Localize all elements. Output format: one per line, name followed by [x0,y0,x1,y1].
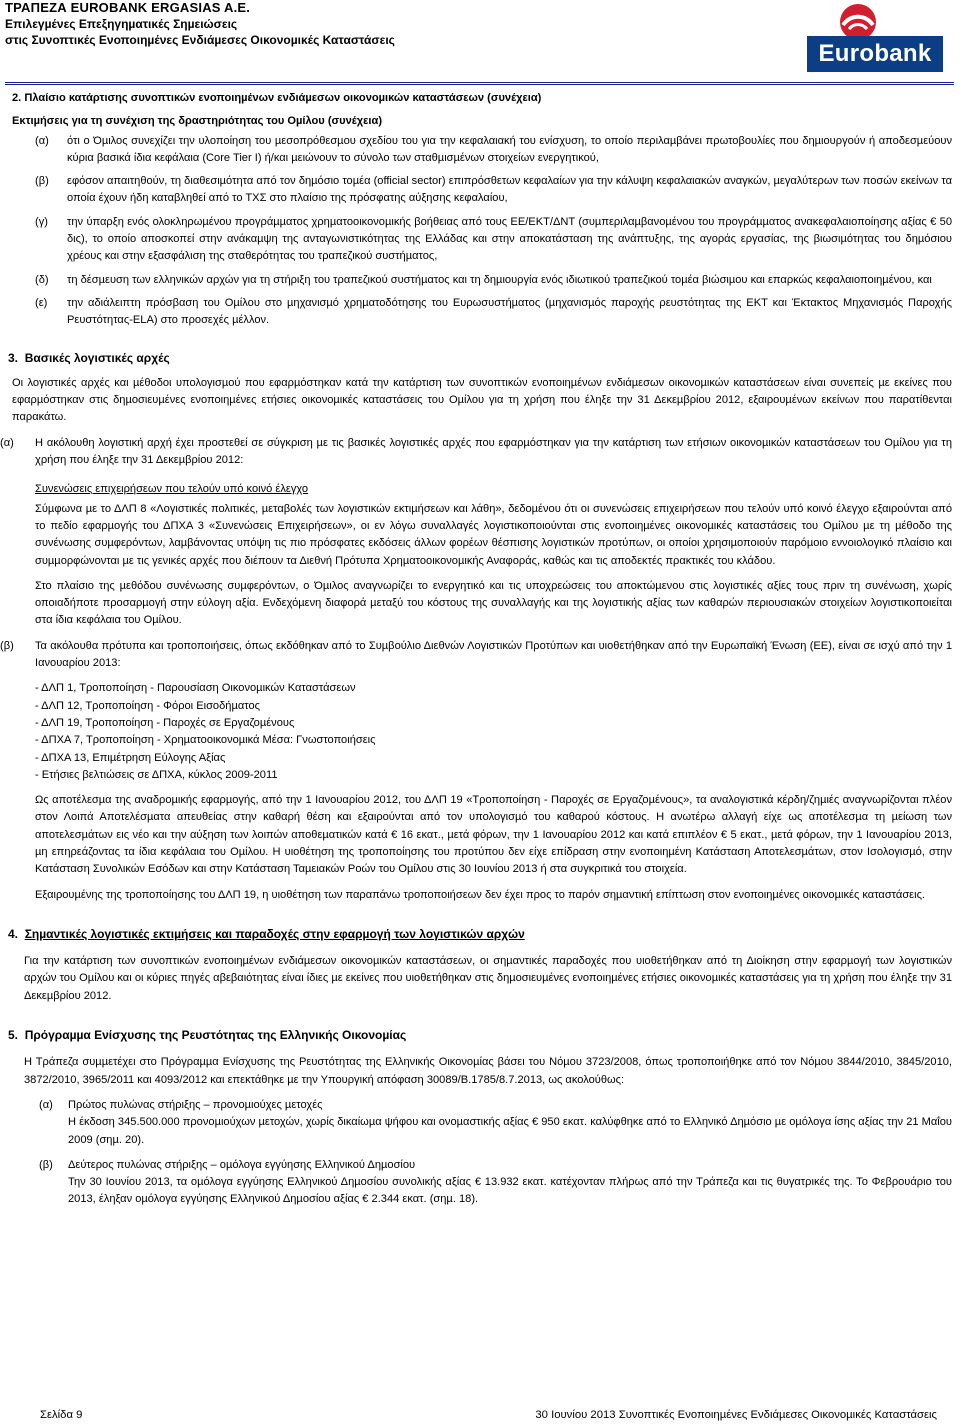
section-3-heading: 3. Βασικές λογιστικές αρχές [8,350,170,365]
list-item: (α) Πρώτος πυλώνας στήριξης – προνοµιούχες µετοχές Η έκδοση 345.500.000 προνοµιούχων µετοχών, χωρίς δικαίωµα ψήφου και ονοµαστικής αξίας € 950 εκατ. καλύφθηκε από το Ελληνικό Δηµόσιο µε οµόλογα ίσης αξίας την 21 Μαΐου 2009 (σηµ. 20). [39,1098,952,1146]
section-5-intro: Η Τράπεζα συµµετέχει στο Πρόγραµµα Ενίσχυσης της Ρευστότητας της Ελληνικής Οικονοµίας βάσει του Νόµου 3723/2008, όπως τροποποιήθηκε από τον Νόµου 3844/2010, 3845/2010, 3872/2010, 3965/2011 και 4093/2012 και επεκτάθηκε µε την Υπουργική απόφαση 30089/Β.1785/8.7.2013, ως ακολούθως: [24,1056,952,1086]
page-header [5,0,625,48]
standard-item: - ΔΛΠ 12, Τροποποίηση - Φόροι Εισοδήµατος [35,699,260,712]
list-item: (γ) την ύπαρξη ενός ολοκληρωµένου προγράµµατος χρηµατοοικονοµικής βοήθειας από τους ΕΕ/ΕΚΤ/ΔΝΤ (συµπεριλαµβανοµένου του προγράµµατος ανακεφαλαιοποίησης αξίας € 50 δις), το οποίο αποσκοπεί στην ανάκαµψη της ανταγωνιστικότητας της Ελλάδας και στην αποκατάσταση της ανάπτυξης, της αγοράς εργασίας, της βιωσιµότητας του δηµόσιου χρέους και στην εξασφάλιση της σταθερότητας του τραπεζικού συστήµατος, [35,215,952,263]
standard-item: - ΔΠΧΑ 13, Επιµέτρηση Εύλογης Αξίας [35,751,226,764]
standard-item: - ΔΛΠ 1, Τροποποίηση - Παρουσίαση Οικονοµικών Καταστάσεων [35,682,356,695]
header-divider [5,82,954,85]
list-item: (δ) τη δέσµευση των ελληνικών αρχών για τη στήριξη του τραπεζικού συστήµατος και τη δηµιουργία ενός ιδιωτικού τραπεζικού τοµέα βιώσιµου και επαρκώς κεφαλαιοποιηµένου, και [35,273,932,286]
section-5-list [12,1097,952,1209]
standard-item: - Ετήσιες βελτιώσεις σε ΔΠΧΑ, κύκλος 2009-2011 [35,768,278,781]
section-4-heading: 4. Σηµαντικές λογιστικές εκτιµήσεις και παραδοχές στην εφαρµογή των λογιστικών αρχών [8,926,525,941]
section-2-list [12,133,952,330]
section-4-text: Για την κατάρτιση των συνοπτικών ενοποιηµένων ενδιάµεσων οικονοµικών καταστάσεων, οι σηµαντικές παραδοχές που υιοθετήθηκαν από τη Διοίκηση στην εφαρµογή των λογιστικών αρχών του Οµίλου και οι κύριες πηγές αβεβαιότητας είναι ίδιες µε εκείνες που υιοθετήθηκαν στις δηµοσιευµένες ενοποιηµένες ετήσιες οικονοµικές καταστάσεις για τη χρήση που έληξε την 31 Δεκεµβρίου 2012. [24,955,952,1002]
list-item: (β) Τα ακόλουθα πρότυπα και τροποποιήσεις, όπως εκδόθηκαν από το Συµβούλιο Διεθνών Λογιστικών Προτύπων και υιοθετήθηκαν από την Ευρωπαϊκή Ένωση (ΕΕ), είναι σε ισχύ από την 1 Ιανουαρίου 2013: - ΔΛΠ 1, Τροποποίηση - Παρουσίαση Οικονοµικών Καταστάσεων - ΔΛΠ 12, Τροποποίηση - Φόροι Εισοδήµατος - ΔΛΠ 19, Τροποποίηση - Παροχές σε Εργαζοµένους - ΔΠΧΑ 7, Τροποποίηση - Χρηµατοοικονοµικά Μέσα: Γνωστοποιήσεις - ΔΠΧΑ 13, Επιµέτρηση Εύλογης Αξίας - Ετήσιες βελτιώσεις σε ΔΠΧΑ, κύκλος 2009-2011 Ως αποτέλεσµα της αναδροµικής εφαρµογής, από την 1 Ιανουαρίου 2012, του ΔΛΠ 19 «Τροποποίηση - Παροχές σε Εργαζοµένους», τα αναλογιστικά κέρδη/ζηµιές αναγνωρίζονται πλέον στον Λοιπά Αποτελέσµατα απευθείας στην καθαρή θέση και εξαιρούνται από τον υπολογισµό του καθαρού κόστους. Η ανωτέρω αλλαγή είχε ως αποτέλεσµα τη µείωση των αποτελεσµάτων εις νέο και την αύξηση των λοιπών αποθεµατικών κατά € 16 εκατ., µετά φόρων, την 1 Ιανουαρίου 2012 και κατά επιπλέον € 5 εκατ., µετά φόρων, την 1 Ιανουαρίου 2013, µη επηρεάζοντας τα ίδια κεφάλαια του Οµίλου. Η υιοθέτηση της τροποποίησης του προτύπου δεν είχε επίδραση στην ενοποιηµένη Κατάσταση Αποτελεσµάτων, στον Ισολογισµό, στην Κατάσταση Συνολικών Εσόδων και στην Κατάσταση Ταµειακών Ροών του Οµίλου στις 30 Ιουνίου 2013 ή στα συγκριτικά του στοιχεία. Εξαιρουµένης της τροποποίησης του ΔΛΠ 19, η υιοθέτηση των παραπάνω τροποποιήσεων δεν έχει προς το παρόν σηµαντική επίπτωση στον ενοποιηµένες οικονοµικές καταστάσεις. [0,639,952,901]
standard-item: - ΔΛΠ 19, Τροποποίηση - Παροχές σε Εργαζοµένους [35,716,295,729]
section-3-intro: Οι λογιστικές αρχές και µέθοδοι υπολογισµού που εφαρµόστηκαν κατά την κατάρτιση των συνοπτικών ενοποιηµένων ενδιάµεσων οικονοµικών καταστάσεων είναι συνεπείς µε εκείνες που εφαρµόστηκαν στις δηµοσιευµένες ενοποιηµένες ετήσιες οικονοµικές καταστάσεις του Οµίλου για τη χρήση που έληξε την 31 Δεκεµβρίου 2012, εξαιρουµένων εκείνων που παρατίθενται παρακάτω. [12,376,952,424]
company-name: ΤΡΑΠΕΖΑ EUROBANK ERGASIAS A.E. [5,0,251,15]
footer-document-title: 30 Ιουνίου 2013 Συνοπτικές Ενοποιηµένες Ενδιάµεσες Οικονοµικές Καταστάσεις [535,1409,937,1421]
page-number: Σελίδα 9 [40,1409,83,1421]
list-item: (ε) την αδιάλειπτη πρόσβαση του Οµίλου στο µηχανισµό χρηµατοδότησης του Ευρωσυστήµατος (µηχανισµός παροχής ρευστότητας της ΕΚΤ και Έκτακτος Μηχανισµός Παροχής Ρευστότητας-ELA) στο προσεχές µέλλον. [35,296,952,327]
eurobank-logo [795,0,950,78]
standard-item: - ΔΠΧΑ 7, Τροποποίηση - Χρηµατοοικονοµικά Μέσα: Γνωστοποιήσεις [35,734,376,747]
header-line-1: Επιλεγµένες Επεξηγηµατικές Σηµειώσεις [5,17,238,31]
header-line-2: στις Συνοπτικές Ενοποιηµένες Ενδιάµεσες Οικονοµικές Καταστάσεις [5,33,395,47]
section-2-heading: 2. Πλαίσιο κατάρτισης συνοπτικών ενοποιηµένων ενδιάµεσων οικονοµικών καταστάσεων (συνέχεια) [12,92,542,104]
section-3-list [0,435,952,904]
list-item: (β) Δεύτερος πυλώνας στήριξης – οµόλογα εγγύησης Ελληνικού Δηµοσίου Την 30 Ιουνίου 2013, τα οµόλογα εγγύησης Ελληνικού Δηµοσίου συνολικής αξίας € 13.932 εκατ. κατέχονταν πλήρως από την Τράπεζα και τις θυγατρικές της. Το Φεβρουάριο του 2013, έληξαν οµόλογα εγγύησης Ελληνικού Δηµοσίου αξίας € 2.344 εκατ. (σηµ. 18). [39,1158,952,1206]
standards-list [35,680,952,784]
logo-wordmark: Eurobank [807,36,943,72]
list-item: (α) Η ακόλουθη λογιστική αρχή έχει προστεθεί σε σύγκριση µε τις βασικές λογιστικές αρχές που εφαρµόστηκαν για την κατάρτιση των ετήσιων οικονοµικών καταστάσεων του Οµίλου για τη χρήση που έληξε την 31 Δεκεµβρίου 2012: Συνενώσεις επιχειρήσεων που τελούν υπό κοινό έλεγχο Σύµφωνα µε το ΔΛΠ 8 «Λογιστικές πολιτικές, µεταβολές των λογιστικών εκτιµήσεων και λάθη», δεδοµένου ότι οι συνενώσεις επιχειρήσεων που τελούν υπό κοινό έλεγχο εξαιρούνται από το πεδίο εφαρµογής του ΔΠΧΑ 3 «Συνενώσεις Επιχειρήσεων», οι εν λόγω συναλλαγές λογιστικοποιούνται στις ενοποιηµένες οικονοµικές καταστάσεις του Οµίλου µε τη µέθοδο της συνένωσης συµφερόντων, λαµβάνοντας υπόψη τις πιο πρόσφατες εκδόσεις άλλων φορέων θέσπισης λογιστικών προτύπων, οι οποίοι χρησιµοποιούν παρόµοιο εννοιολογικό πλαίσιο και συµµορφώνονται µε τις γενικές αρχές που διέπουν τα Διεθνή Πρότυπα Χρηµατοοικονοµικής Αναφοράς, καθώς και τις αποδεκτές πρακτικές του κλάδου. Στο πλαίσιο της µεθόδου συνένωσης συµφερόντων, ο Όµιλος αναγνωρίζει το ενεργητικό και τις υποχρεώσεις του αποκτώµενου στις λογιστικές αξίες τους πριν τη συνένωση, χωρίς οποιαδήποτε προσαρµογή στην εύλογη αξία. Ενδεχόµενη διαφορά µεταξύ του κόστους της συναλλαγής και της λογιστικής αξίας των καθαρών περιουσιακών στοιχείων λογιστικοποιείται στα ίδια κεφάλαια του Οµίλου. [0,436,952,627]
section-2-subheading: Εκτιµήσεις για τη συνέχιση της δραστηριότητας του Οµίλου (συνέχεια) [12,115,383,128]
page-content [0,90,952,1217]
subsection-heading: Συνενώσεις επιχειρήσεων που τελούν υπό κοινό έλεγχο [35,483,309,496]
list-item: (α) ότι ο Όµιλος συνεχίζει την υλοποίηση του µεσοπρόθεσµου σχεδίου του για την κεφαλαιακή του ενίσχυση, το οποίο περιλαµβάνει πρωτοβουλίες που δηµιουργούν ή αποδεσµεύουν κύρια βασικά ίδια κεφάλαια (Core Tier I) ή/και µειώνουν το σύνολο των σταθµισµένων στοιχείων ενεργητικού, [35,134,952,164]
list-item: (β) εφόσον απαιτηθούν, τη διαθεσιµότητα από τον δηµόσιο τοµέα (official sector) επιπρόσθετων κεφαλαίων για την κάλυψη κεφαλαιακών αναγκών, µεγαλύτερων των ποσών εκείνων τα οποία έχουν ήδη καταβληθεί από το ΤΧΣ στο πλαίσιο της πρόσφατης αύξησης κεφαλαίου, [35,175,952,205]
section-5-heading: 5. Πρόγραµµα Ενίσχυσης της Ρευστότητας της Ελληνικής Οικονοµίας [8,1028,407,1043]
